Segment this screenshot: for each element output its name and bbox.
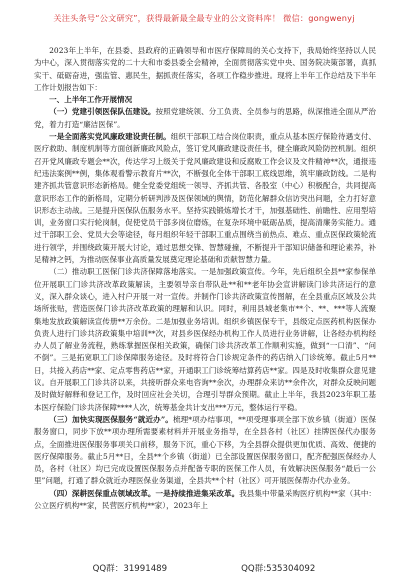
page-footer — [0, 556, 408, 580]
paragraph-party-building-body: 按照党建统领、分工负责、全员参与的思路，纵深推进全面从严治党，着力打造“廉洁医保”。 — [34, 107, 376, 129]
paragraph-nearby-service-lead: （三）加快实现医保服务“就近办”。 — [49, 414, 173, 424]
paragraph-nearby-service-body: 梳理*项办结事项，**项受理事项全部下放乡镇（街道）医保服务窗口，同步下放**项办理所需要素材料并开展业务指导，在全县各村（社区）挂牌医保代办服务点，全面推进医保服务事项关口前移，服务下沉，重心下移，为全县群众提供更加优质、高效、便捷的医疗保障服务。截止5月**日，全县**个乡镇（街道）已全部设置医保服务窗口，配齐配强医保经办人员，各村（社区）均已完成设置医保服务点并配备专职的医保工作人员，有效解决医保服务“最后一公里”问题，打通了群众就近办理医保业务渠道，全县共**个村（社区）可开展医保帮办代办业务。 — [34, 414, 376, 486]
paragraph-party-building — [34, 106, 376, 131]
paragraph-nearby-service — [34, 414, 376, 488]
intro-paragraph: 2023年上半年，在县委、县政府的正确领导和市医疗保障局的关心支持下，我局始终坚持以人民为中心，深入贯彻落实党的二十大和市委县委全会精神，全面贯彻落实党中央、国务院决策部署，真抓实干、砥砺奋进，强监管、惠民生，据抓责任落实，各项工作稳步推进。现将上半年工作总结及下半年工作计划报告如下： — [34, 46, 376, 92]
footer-qq-group: QQ群:535304092 — [241, 564, 316, 574]
paragraph-reform-lead: （四）深耕医保重点领域改革。一是持续推进集采改革。 — [49, 488, 240, 498]
paragraph-anticorruption-body: 组织干部职工结合岗位职责，重点从基本医疗保险待遇支付、医疗救助、制度机制等方面创新廉政风险点，签订党风廉政建设责任书，健全廉政风险防控机制。组织召开党风廉政专题会**次，传达学习上级关于党风廉政建设和反腐败工作会议及文件精神**次，通报违纪违法案例**例，集体观看警示教育片**次，不断强化全体干部职工底线思维，筑牢廉政防线。二是构建齐抓共管意识形态新格局。健全党委党组统一领导、齐抓共管、各股室（中心）积极配合，共同提高意识形态工作的新格局，定期分析研判涉及医保领域的舆情，防范化解群众信访突出问题，全力打好意识形态主动战。三是提升医保队伍服务水平。坚持实践锻炼增长才干，加强基础性、前瞻性、应用型培训，业务窗口实行轮岗制，促使党员干部多岗位磨炼，在复杂环境中砥砺品质，提高清廉务实能力。通过干部职工会、党员大会等途径，每月组织年轻干部职工重点围绕当前热点、难点、重点医保政策轮流进行领学，并围绕政策开展大讨论，通过思想交锋、智慧碰撞，不断提升干部知识储备和理论素养，补足精神之钙，为推动医保事业高质量发展奠定理论基础和贡献智慧力量。 — [34, 132, 376, 265]
paragraph-anticorruption — [34, 131, 376, 266]
paragraph-party-building-lead: （一）党建引领医保队伍建设。 — [49, 107, 156, 117]
paragraph-outpatient-mutual-aid: （二）推动职工医保门诊共济保障落地落实。一是加强政策宣传。今年，先后组织全县**家参保单位开展职工门诊共济改革政策解读，主要领导亲自带队赴**和**老年协会宣讲解读门诊共济运行的意义，深入群众谈心，进入村户开展一对一宣传。并制作门诊共济政策宣传图解，在全县重点区域及公共场所张贴，营造医保门诊共济改革政策的理解和认识。同时，利用县城老集市**个、**、***等人流聚集地发放政策解读宣传册**万余份。二是加强业务培训。组织乡镇医保专干，县级定点医药机构医保办负责人进行门诊共济政策集中培训**次，对县乡医保经办机构工作人员进行业务讲解，让各经办机构经办人员了解业务流程，熟练掌握医保相关政策，确保门诊共济改革工作顺利实施，做到“一口清”、“问不倒”。三是拓宽职工门诊保障服务途径。及时将符合门诊规定条件的药店纳入门诊统筹。截止5月**日，共接入药店**家、定点零售药店**家，开通职工门诊统筹结算药店**家。四是及时收集群众意见建议。自开展职工门诊共济以来，共接听群众来电咨询**余次，办理群众来访**余件次，对群众反映问题及时做好解释和登记工作，及时回应社会关切，合理引导群众预期。截止上半年，我县2023年职工基本医疗保险门诊共济保障****人次，统筹基金共计支出***万元，整体运行平稳。 — [34, 267, 376, 412]
paragraph-reform-body: 我县集中带量采购医疗机构**家（其中：公立医疗机构**家，民营医疗机构**家），2023年上 — [34, 488, 376, 510]
paragraph-reform — [34, 488, 376, 513]
footer-qq: QQ群：31991489 — [92, 564, 168, 574]
document-body — [34, 45, 376, 512]
promo-banner — [0, 0, 408, 36]
section-heading-1: 一、上半年工作开展情况 — [49, 95, 133, 105]
paragraph-anticorruption-lead: 一是全面落实党风廉政建设责任制。 — [49, 132, 171, 142]
promo-banner-text: 关注头条号“公文研究”，获得最新最全最专业的公文资料库！ 微信：gongwenyj — [53, 12, 355, 23]
